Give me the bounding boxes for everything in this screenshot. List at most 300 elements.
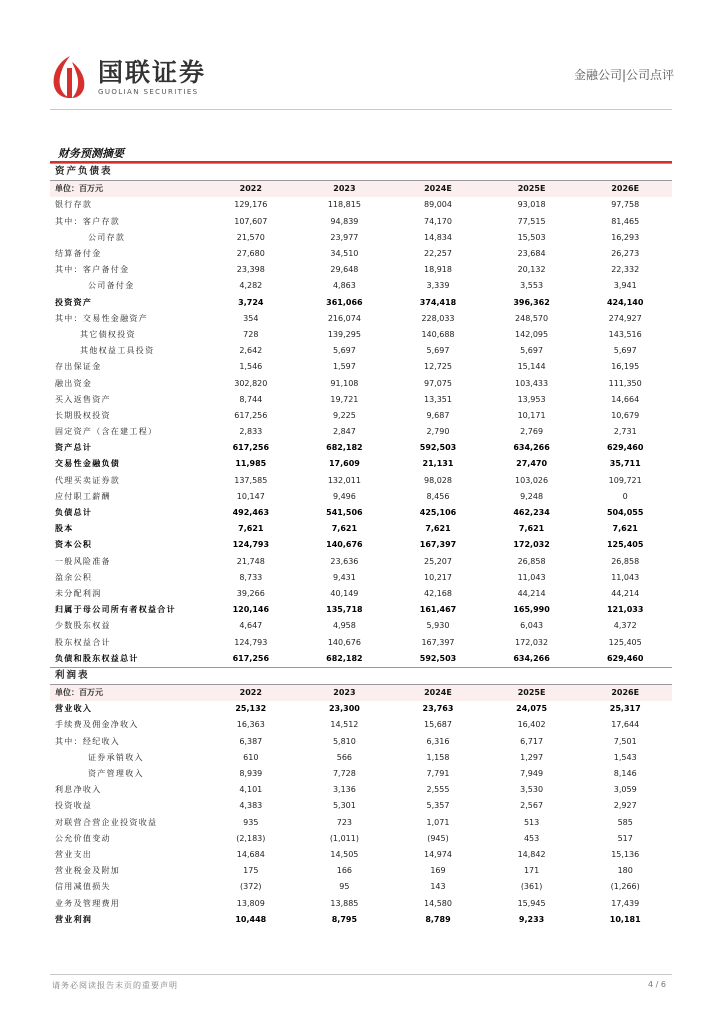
cell-value: 166 [336, 866, 353, 876]
row-label: 资产负债表 [50, 164, 672, 181]
table-row [50, 230, 672, 246]
column-header: 2025E [485, 685, 579, 702]
cell-value: 274,927 [608, 313, 642, 323]
cell-value: 109,721 [608, 475, 642, 485]
table-row [50, 295, 672, 311]
cell-value: 5,357 [426, 801, 450, 811]
cell-value: 14,664 [611, 394, 640, 404]
cell-value: 9,225 [332, 410, 356, 420]
financial-forecast-table [50, 163, 672, 928]
cell-value: 3,724 [238, 297, 264, 307]
row-label: 资产管理收入 [88, 769, 144, 779]
row-label: 投资资产 [55, 297, 93, 307]
table-row [50, 246, 672, 262]
cell-value: 175 [243, 866, 259, 876]
cell-value: 2,555 [426, 785, 450, 795]
cell-value: 3,941 [613, 281, 637, 291]
row-label: 利息净收入 [55, 785, 102, 795]
table-row [50, 717, 672, 733]
cell-value: 24,075 [516, 704, 548, 714]
cell-value: 8,456 [426, 491, 450, 501]
cell-value: 10,171 [517, 410, 546, 420]
cell-value: 4,647 [239, 621, 263, 631]
cell-value: 14,834 [423, 232, 452, 242]
cell-value: 7,621 [612, 524, 638, 534]
cell-value: 7,949 [520, 769, 544, 779]
cell-value: 124,793 [234, 637, 268, 647]
row-label: 其中：客户存款 [55, 216, 121, 226]
cell-value: 4,958 [332, 621, 356, 631]
table-row [50, 815, 672, 831]
cell-value: 935 [243, 817, 259, 827]
cell-value: 17,439 [611, 898, 640, 908]
cell-value: 0 [622, 491, 628, 501]
cell-value: 5,697 [426, 346, 450, 356]
cell-value: 25,207 [423, 556, 452, 566]
cell-value: 21,570 [236, 232, 265, 242]
row-label: 一般风险准备 [55, 556, 111, 566]
cell-value: 171 [523, 866, 540, 876]
table-row [50, 473, 672, 489]
cell-value: 9,248 [520, 491, 544, 501]
cell-value: (945) [427, 833, 449, 843]
row-label: 其中：经纪收入 [55, 736, 121, 746]
cell-value: 5,301 [332, 801, 356, 811]
cell-value: 4,863 [332, 281, 356, 291]
cell-value: 19,721 [330, 394, 359, 404]
cell-value: 7,791 [426, 769, 450, 779]
cell-value: 7,621 [425, 524, 451, 534]
table-row [50, 311, 672, 327]
cell-value: 453 [523, 833, 540, 843]
cell-value: 617,256 [232, 443, 270, 453]
cell-value: 302,820 [234, 378, 268, 388]
cell-value: 10,679 [611, 410, 640, 420]
cell-value: 16,363 [236, 720, 265, 730]
cell-value: 462,234 [513, 508, 550, 518]
cell-value: 143 [430, 882, 446, 892]
cell-value: 39,266 [236, 588, 265, 598]
cell-value: 4,383 [239, 801, 263, 811]
cell-value: 9,496 [332, 491, 356, 501]
cell-value: 165,990 [513, 605, 550, 615]
cell-value: 424,140 [606, 297, 644, 307]
cell-value: 4,282 [239, 281, 263, 291]
cell-value: 14,684 [236, 849, 265, 859]
cell-value: 7,728 [332, 769, 356, 779]
cell-value: 27,680 [236, 249, 265, 259]
cell-value: 17,644 [611, 720, 640, 730]
cell-value: 23,977 [330, 232, 359, 242]
table-row [50, 912, 672, 928]
cell-value: 216,074 [327, 313, 361, 323]
section-header-row [50, 164, 672, 181]
row-label: 资产总计 [55, 443, 93, 453]
cell-value: 26,858 [611, 556, 640, 566]
cell-value: 167,397 [421, 637, 455, 647]
row-label: 公司备付金 [88, 281, 135, 291]
cell-value: 2,642 [239, 346, 263, 356]
row-label: 手续费及佣金净收入 [55, 720, 139, 730]
cell-value: 111,350 [608, 378, 642, 388]
row-label: 银行存款 [55, 200, 93, 210]
cell-value: (361) [520, 882, 543, 892]
cell-value: 125,405 [608, 637, 642, 647]
cell-value: 634,266 [513, 443, 550, 453]
row-label: 负债总计 [55, 508, 93, 518]
cell-value: 1,071 [426, 817, 450, 827]
column-header: 2023 [298, 685, 392, 702]
cell-value: 1,158 [426, 752, 450, 762]
row-label: 其中：客户备付金 [55, 265, 130, 275]
table-row [50, 586, 672, 602]
table-row [50, 424, 672, 440]
table-row [50, 782, 672, 798]
cell-value: 14,580 [423, 898, 452, 908]
cell-value: 22,257 [423, 249, 452, 259]
cell-value: 361,066 [326, 297, 363, 307]
cell-value: 120,146 [232, 605, 270, 615]
cell-value: 118,815 [327, 200, 361, 210]
cell-value: 124,793 [232, 540, 270, 550]
row-label: 买入返售资产 [55, 394, 111, 404]
table-row [50, 847, 672, 863]
cell-value: 10,217 [423, 572, 452, 582]
cell-value: 425,106 [419, 508, 457, 518]
cell-value: 8,795 [331, 914, 358, 924]
cell-value: 121,033 [606, 605, 644, 615]
table-row [50, 895, 672, 911]
cell-value: 228,033 [421, 313, 455, 323]
brand-english-name: GUOLIAN SECURITIES [98, 87, 199, 96]
cell-value: 3,059 [613, 785, 637, 795]
row-label: 营业税金及附加 [55, 866, 121, 876]
cell-value: 103,433 [515, 378, 549, 388]
table-row [50, 734, 672, 750]
cell-value: 132,011 [327, 475, 361, 485]
cell-value: 25,317 [609, 704, 641, 714]
column-header: 2026E [578, 181, 672, 198]
cell-value: 7,621 [518, 524, 545, 534]
table-row [50, 831, 672, 847]
cell-value: 14,512 [330, 720, 359, 730]
cell-value: 94,839 [330, 216, 359, 226]
cell-value: 13,953 [517, 394, 546, 404]
cell-value: 142,095 [515, 329, 549, 339]
row-label: 其他权益工具投资 [80, 346, 155, 356]
cell-value: 682,182 [326, 443, 363, 453]
cell-value: 29,648 [330, 265, 359, 275]
table-row [50, 766, 672, 782]
logo-mark-icon [50, 54, 90, 100]
column-header-row [50, 685, 672, 702]
table-row [50, 505, 672, 521]
table-row [50, 554, 672, 570]
cell-value: 14,974 [423, 849, 452, 859]
cell-value: 95 [339, 882, 350, 892]
page-header [50, 40, 674, 110]
cell-value: 10,147 [236, 491, 265, 501]
table-row [50, 375, 672, 391]
cell-value: 27,470 [516, 459, 548, 469]
cell-value: 8,146 [613, 769, 637, 779]
row-label: 业务及管理费用 [55, 898, 121, 908]
footer-disclaimer: 请务必阅读报告末页的重要声明 [52, 981, 178, 990]
table-row [50, 440, 672, 456]
table-row [50, 602, 672, 618]
cell-value: 5,697 [613, 346, 637, 356]
cell-value: 10,448 [235, 914, 267, 924]
cell-value: 592,503 [419, 653, 457, 663]
cell-value: 8,789 [425, 914, 451, 924]
table-row [50, 489, 672, 505]
brand-name: 国联证券 [98, 57, 207, 87]
cell-value: 12,725 [423, 362, 452, 372]
cell-value: 23,684 [517, 249, 546, 259]
cell-value: 89,004 [423, 200, 452, 210]
cell-value: 137,585 [234, 475, 268, 485]
row-label: 其中：交易性金融资产 [55, 313, 148, 323]
row-label: 固定资产（含在建工程） [55, 427, 158, 437]
cell-value: 3,530 [520, 785, 544, 795]
row-label: 信用减值损失 [55, 882, 111, 892]
cell-value: 6,717 [520, 736, 544, 746]
table-row [50, 456, 672, 472]
cell-value: 492,463 [232, 508, 270, 518]
column-header-row [50, 181, 672, 198]
cell-value: 7,501 [613, 736, 637, 746]
row-label: 单位：百万元 [50, 685, 204, 702]
cell-value: 2,847 [332, 427, 356, 437]
cell-value: 44,214 [517, 588, 546, 598]
cell-value: 10,181 [609, 914, 641, 924]
table-row [50, 392, 672, 408]
cell-value: 42,168 [423, 588, 452, 598]
cell-value: 2,927 [613, 801, 637, 811]
table-row [50, 359, 672, 375]
cell-value: 629,460 [606, 443, 644, 453]
cell-value: 682,182 [326, 653, 363, 663]
cell-value: 2,769 [520, 427, 544, 437]
table-row [50, 262, 672, 278]
row-label: 对联营合营企业投资收益 [55, 817, 158, 827]
row-label: 交易性金融负债 [55, 459, 121, 469]
row-label: 其它债权投资 [80, 329, 136, 339]
cell-value: 9,431 [332, 572, 356, 582]
cell-value: 541,506 [326, 508, 363, 518]
cell-value: 723 [336, 817, 353, 827]
cell-value: 161,467 [419, 605, 457, 615]
cell-value: 44,214 [611, 588, 640, 598]
row-label: 公允价值变动 [55, 833, 111, 843]
cell-value: 5,810 [332, 736, 356, 746]
column-header: 2024E [391, 181, 485, 198]
table-row [50, 343, 672, 359]
cell-value: (2,183) [236, 833, 266, 843]
cell-value: 23,398 [236, 265, 265, 275]
cell-value: 4,101 [239, 785, 263, 795]
column-header: 2025E [485, 181, 579, 198]
cell-value: 34,510 [330, 249, 359, 259]
table-row [50, 750, 672, 766]
cell-value: 504,055 [606, 508, 644, 518]
cell-value: (1,011) [329, 833, 359, 843]
cell-value: 167,397 [419, 540, 457, 550]
cell-value: 1,297 [520, 752, 544, 762]
cell-value: 97,075 [423, 378, 452, 388]
row-label: 盈余公积 [55, 572, 93, 582]
cell-value: 172,032 [515, 637, 549, 647]
table-row [50, 651, 672, 668]
cell-value: 354 [243, 313, 259, 323]
cell-value: 8,744 [239, 394, 263, 404]
cell-value: 592,503 [419, 443, 457, 453]
table-row [50, 618, 672, 634]
cell-value: (372) [240, 882, 262, 892]
cell-value: 396,362 [513, 297, 550, 307]
cell-value: 5,697 [520, 346, 544, 356]
cell-value: 172,032 [513, 540, 550, 550]
row-label: 投资收益 [55, 801, 93, 811]
column-header: 2024E [391, 685, 485, 702]
cell-value: 23,636 [330, 556, 359, 566]
cell-value: 26,858 [517, 556, 546, 566]
cell-value: 13,885 [330, 898, 359, 908]
cell-value: 180 [617, 866, 633, 876]
row-label: 长期股权投资 [55, 410, 111, 420]
cell-value: 169 [430, 866, 446, 876]
cell-value: 11,043 [517, 572, 546, 582]
row-label: 代理买卖证券款 [55, 475, 121, 485]
row-label: 利润表 [50, 667, 672, 684]
report-category: 金融公司|公司点评 [573, 68, 674, 82]
cell-value: 374,418 [419, 297, 457, 307]
cell-value: 634,266 [513, 653, 550, 663]
cell-value: 1,543 [613, 752, 637, 762]
page-number: 4 / 6 [648, 980, 666, 989]
cell-value: 15,945 [517, 898, 546, 908]
cell-value: 93,018 [517, 200, 546, 210]
row-label: 资本公积 [55, 540, 93, 550]
cell-value: 1,546 [239, 362, 263, 372]
cell-value: 140,676 [327, 637, 361, 647]
company-logo [50, 54, 206, 100]
table-row [50, 570, 672, 586]
cell-value: 14,842 [517, 849, 546, 859]
table-row [50, 701, 672, 717]
cell-value: 566 [336, 752, 353, 762]
section-header-row [50, 667, 672, 684]
cell-value: 7,621 [238, 524, 264, 534]
row-label: 未分配利润 [55, 588, 102, 598]
row-label: 负债和股东权益总计 [55, 653, 139, 663]
cell-value: 140,676 [326, 540, 363, 550]
cell-value: 91,108 [330, 378, 359, 388]
cell-value: 9,687 [426, 410, 450, 420]
row-label: 股东权益合计 [55, 637, 111, 647]
cell-value: 97,758 [611, 200, 640, 210]
cell-value: 5,930 [426, 621, 450, 631]
column-header: 2022 [204, 181, 298, 198]
cell-value: 129,176 [234, 200, 268, 210]
cell-value: 35,711 [609, 459, 641, 469]
cell-value: 11,985 [235, 459, 267, 469]
cell-value: 21,131 [422, 459, 454, 469]
header-divider [50, 109, 672, 110]
cell-value: 728 [243, 329, 259, 339]
cell-value: 585 [617, 817, 633, 827]
cell-value: 2,731 [613, 427, 637, 437]
cell-value: 139,295 [327, 329, 361, 339]
cell-value: 14,505 [330, 849, 359, 859]
row-label: 营业收入 [55, 704, 93, 714]
table-row [50, 327, 672, 343]
column-header: 2023 [298, 181, 392, 198]
row-label: 股本 [55, 524, 74, 534]
cell-value: 103,026 [515, 475, 549, 485]
cell-value: 98,028 [423, 475, 452, 485]
table-row [50, 408, 672, 424]
row-label: 应付职工薪酬 [55, 491, 111, 501]
cell-value: 1,597 [332, 362, 356, 372]
cell-value: 15,144 [517, 362, 546, 372]
cell-value: 143,516 [608, 329, 642, 339]
column-header: 2026E [578, 685, 672, 702]
cell-value: 9,233 [518, 914, 545, 924]
table-row [50, 863, 672, 879]
cell-value: 629,460 [606, 653, 644, 663]
row-label: 营业利润 [55, 914, 93, 924]
row-label: 证券承销收入 [88, 752, 144, 762]
table-row [50, 521, 672, 537]
table-row [50, 879, 672, 895]
cell-value: 16,402 [517, 720, 546, 730]
cell-value: 40,149 [330, 588, 359, 598]
cell-value: 617,256 [232, 653, 270, 663]
table-row [50, 214, 672, 230]
row-label: 结算备付金 [55, 249, 102, 259]
cell-value: 21,748 [236, 556, 265, 566]
row-label: 归属于母公司所有者权益合计 [55, 605, 176, 615]
cell-value: 5,697 [332, 346, 356, 356]
cell-value: 23,300 [328, 704, 360, 714]
cell-value: 15,687 [423, 720, 452, 730]
cell-value: 13,351 [423, 394, 452, 404]
table-row [50, 278, 672, 294]
cell-value: 513 [523, 817, 540, 827]
cell-value: 107,607 [234, 216, 268, 226]
cell-value: 3,339 [426, 281, 450, 291]
cell-value: (1,266) [610, 882, 640, 892]
cell-value: 125,405 [606, 540, 644, 550]
cell-value: 26,273 [611, 249, 640, 259]
cell-value: 8,939 [239, 769, 263, 779]
cell-value: 2,833 [239, 427, 263, 437]
cell-value: 6,043 [520, 621, 544, 631]
row-label: 存出保证金 [55, 362, 102, 372]
cell-value: 25,132 [235, 704, 267, 714]
cell-value: 81,465 [611, 216, 640, 226]
cell-value: 23,763 [422, 704, 454, 714]
cell-value: 16,195 [611, 362, 640, 372]
cell-value: 74,170 [423, 216, 452, 226]
row-label: 单位：百万元 [50, 181, 204, 198]
footer-divider [50, 974, 672, 975]
cell-value: 135,718 [326, 605, 363, 615]
cell-value: 6,387 [239, 736, 263, 746]
cell-value: 11,043 [611, 572, 640, 582]
cell-value: 13,809 [236, 898, 265, 908]
